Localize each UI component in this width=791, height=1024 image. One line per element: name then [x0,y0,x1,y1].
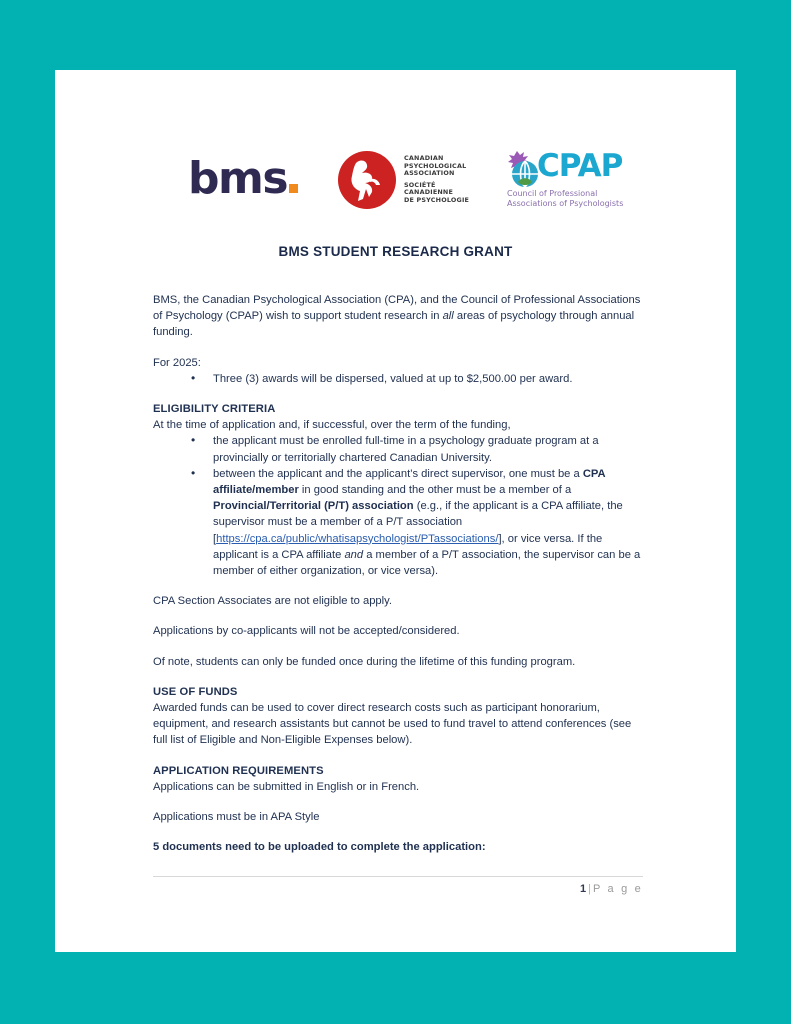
for-year-bullet-list [153,371,643,387]
footer-page-number: 1 [579,883,587,895]
elig2-seg-6: ], or vice versa. If the applicant is a CPA affiliate [213,532,603,561]
eligibility-lead: At the time of application and, if successful, over the term of the funding, [153,419,511,432]
note-funded-once: Of note, students can only be funded once during the lifetime of this funding program. [153,655,576,668]
elig2-bold-cpa: CPA affiliate/member [213,467,606,497]
elig2-seg-8: a member of a P/T association, the supervisor can be a member of either organization, or vice versa). [213,548,641,578]
cpa-line-6: DE PSYCHOLOGIE [404,195,470,204]
intro-pre: BMS, the Canadian Psychological Association (CPA), and the Council of Professional Associations of Psychology (CPAP) wish to support student research in [153,294,641,323]
footer-separator: | [588,883,591,895]
cpap-logo [505,149,685,219]
page-title: BMS STUDENT RESEARCH GRANT [278,244,513,259]
eligibility-heading: ELIGIBILITY CRITERIA [153,403,276,416]
application-requirements-heading: APPLICATION REQUIREMENTS [153,764,324,777]
document-body [153,292,643,869]
application-language: Applications can be submitted in English or in French. [153,780,420,793]
list-item: • Three (3) awards will be dispersed, valued at up to $2,500.00 per award. [191,371,643,387]
list-item: • the applicant must be enrolled full-time in a psychology graduate program at a provincially or territorially chartered Canadian University. [191,433,643,465]
cpa-line-2: PSYCHOLOGICAL [404,161,467,170]
cpa-line-1: CANADIAN [404,154,444,162]
footer-divider [153,876,643,877]
cpap-wordmark: CPAP [537,148,623,184]
page-footer [153,876,643,895]
note-coapplicants: Applications by co-applicants will not be accepted/considered. [153,625,460,638]
cpap-subtitle-line-2: Associations of Psychologists [507,199,624,208]
elig2-seg-3: in good standing and the other must be a member of a [298,484,572,497]
bms-wordmark: bms [188,153,288,204]
use-of-funds-heading: USE OF FUNDS [153,685,238,698]
cpap-subtitle [507,189,623,209]
cpa-line-5: CANADIENNE [404,188,454,197]
cpap-subtitle-line-1: Council of Professional [507,189,598,198]
intro-emphasis: all [442,310,454,323]
documents-required: 5 documents need to be uploaded to complete the application: [153,841,486,854]
intro-post: areas of psychology through annual funding. [153,310,635,339]
for-year-label: For 2025: [153,356,201,369]
pt-associations-link[interactable]: https://cpa.ca/public/whatisapsychologist/PTassociations/ [216,532,499,545]
use-of-funds-body: Awarded funds can be used to cover direct research costs such as participant honorarium, equipment, and research assistants but cannot be used to fund travel to attend conferences (see full list of Eligible and Non-Eligible Expenses below). [153,702,632,747]
elig2-seg-1: between the applicant and the applicant’s direct supervisor, one must be a [213,467,583,480]
list-item [191,466,643,579]
application-style: Applications must be in APA Style [153,811,320,824]
bms-dot-icon [289,184,298,193]
cpa-wordmark-text [404,155,469,209]
footer-page-word: P a g e [592,883,643,895]
cpa-line-4: SOCIÉTÉ [404,180,436,189]
elig2-seg-5: (e.g., if the applicant is a CPA affiliate, the supervisor must be a member of a P/T association [ [213,500,623,545]
note-section-associates: CPA Section Associates are not eligible to apply. [153,595,393,608]
cpa-circle-figure-icon [336,149,398,211]
document-page [55,70,736,952]
eligibility-bullet-list [153,433,643,579]
intro-paragraph [153,292,643,341]
cpa-logo [336,145,526,223]
bms-logo [188,153,298,204]
elig2-italic-and: and [344,548,364,561]
logo-row [55,145,736,225]
footer-page-indicator [153,883,643,895]
cpa-line-3: ASSOCIATION [404,169,455,178]
elig2-bold-pt: Provincial/Territorial (P/T) association [213,500,414,513]
